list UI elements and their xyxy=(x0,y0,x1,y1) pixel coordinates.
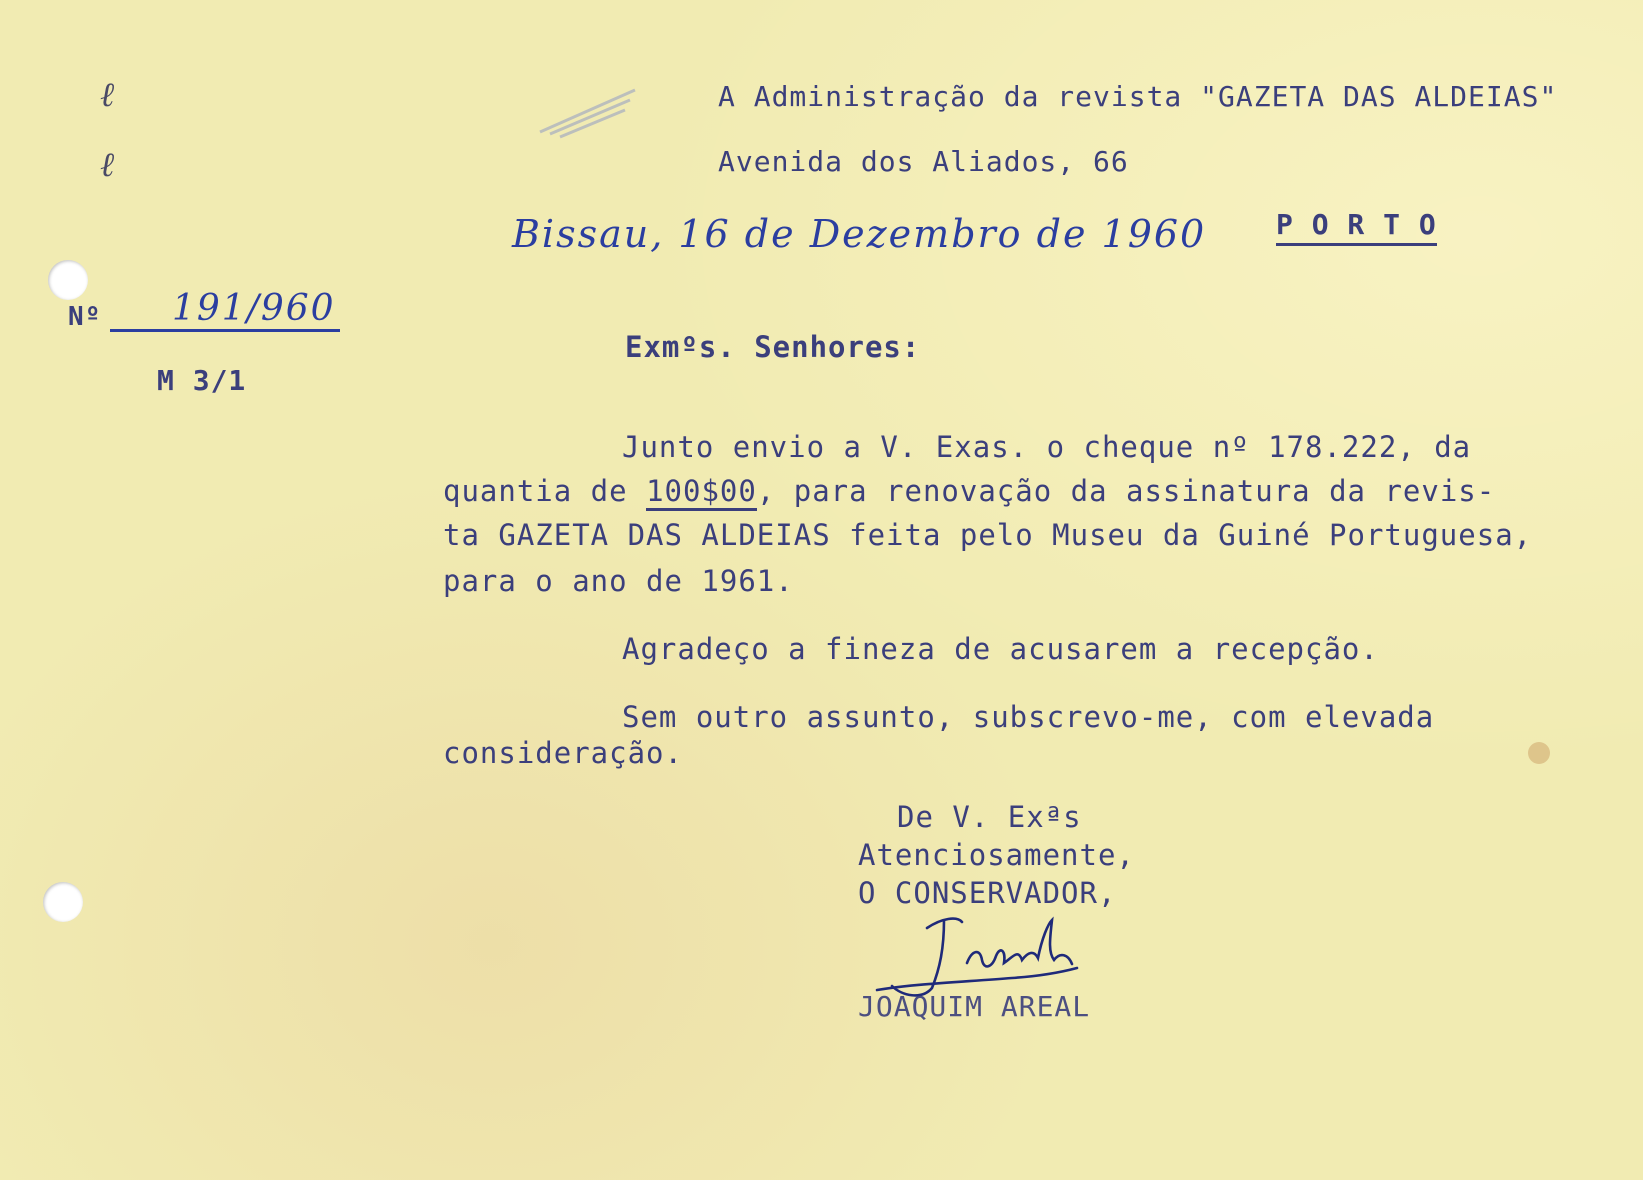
closing-line-1: De V. Exªs xyxy=(897,800,1082,834)
margin-marks: ℓ ℓ xyxy=(100,75,117,185)
body-line-3: ta GAZETA DAS ALDEIAS feita pelo Museu da Guiné Portuguesa, xyxy=(443,518,1533,552)
recipient-line-2: Avenida dos Aliados, 66 xyxy=(718,145,1129,178)
closing-line-3: O CONSERVADOR, xyxy=(858,876,1117,910)
body-paragraph-2: Agradeço a fineza de acusarem a recepção. xyxy=(622,632,1379,666)
punch-hole-bottom xyxy=(43,882,83,922)
body-line-2 xyxy=(443,474,1495,508)
recipient-city: P O R T O xyxy=(1276,208,1437,246)
punch-hole-top xyxy=(48,260,88,300)
closing-line-2: Atenciosamente, xyxy=(858,838,1135,872)
body-line-2-start: quantia de xyxy=(443,474,647,508)
number-label: Nº xyxy=(68,302,102,332)
body-line-4: para o ano de 1961. xyxy=(443,564,794,598)
reference-code: M 3/1 xyxy=(157,364,247,397)
body-line-1: Junto envio a V. Exas. o cheque nº 178.222, da xyxy=(622,430,1472,464)
reference-number: 191/960 xyxy=(110,288,340,332)
body-paragraph-3-line-2: consideração. xyxy=(443,736,683,770)
place-date: Bissau, 16 de Dezembro de 1960 xyxy=(512,212,1207,256)
signatory-name: JOAQUIM AREAL xyxy=(858,990,1091,1023)
cheque-amount: 100$00 xyxy=(646,474,757,511)
body-line-2-end: , para renovação da assinatura da revis- xyxy=(756,474,1496,508)
recipient-line-1: A Administração da revista "GAZETA DAS ALDEIAS" xyxy=(718,80,1558,113)
salutation: Exmºs. Senhores: xyxy=(625,330,921,364)
stain-mark xyxy=(1528,742,1550,764)
pen-smudge-mark xyxy=(535,82,645,142)
body-paragraph-3-line-1: Sem outro assunto, subscrevo-me, com elevada xyxy=(622,700,1435,734)
